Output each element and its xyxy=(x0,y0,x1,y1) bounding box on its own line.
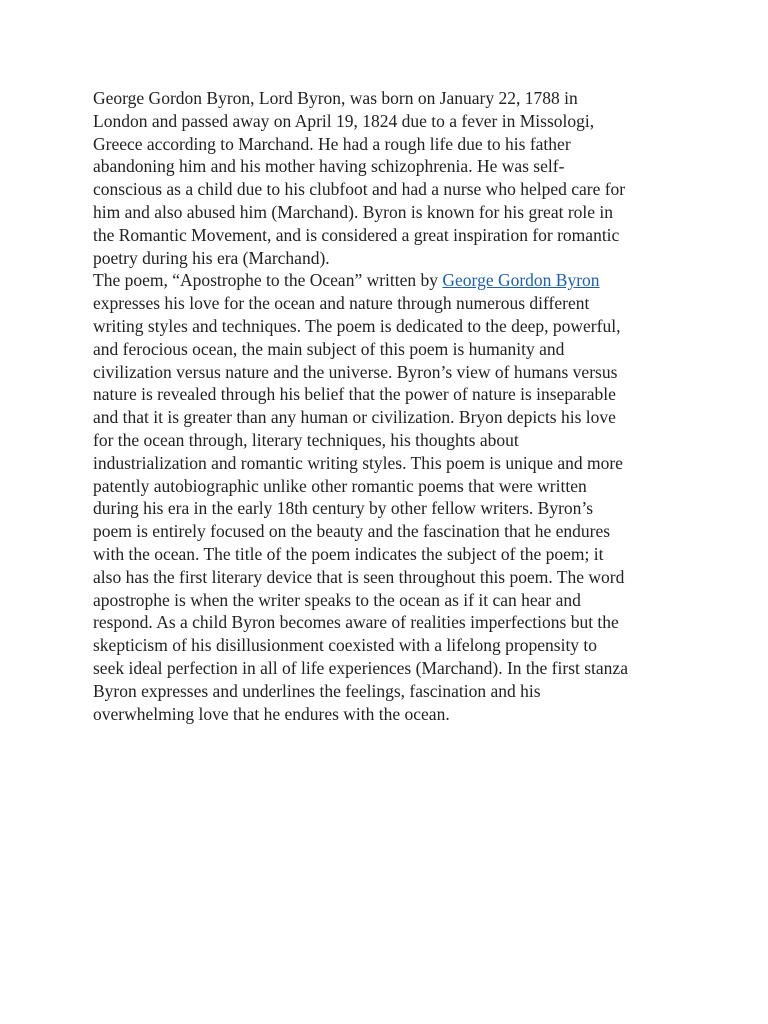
paragraph-2-line: for the ocean through, literary techniques, his thoughts about xyxy=(93,429,519,450)
paragraph-2-line: overwhelming love that he endures with the ocean. xyxy=(93,703,450,724)
paragraph-2-line: industrialization and romantic writing styles. This poem is unique and more xyxy=(93,452,623,473)
document-body xyxy=(93,87,683,725)
paragraph-2-line: apostrophe is when the writer speaks to the ocean as if it can hear and xyxy=(93,589,581,610)
paragraph-2-line: respond. As a child Byron becomes aware of realities imperfections but the xyxy=(93,612,619,633)
paragraph-1-line: London and passed away on April 19, 1824 due to a fever in Missologi, xyxy=(93,110,595,131)
paragraph-2-line: poem is entirely focused on the beauty and the fascination that he endures xyxy=(93,521,611,542)
paragraph-2-line: Byron expresses and underlines the feelings, fascination and his xyxy=(93,680,541,701)
author-link[interactable]: George Gordon Byron xyxy=(442,270,600,291)
paragraph-2-line: and that it is greater than any human or civilization. Bryon depicts his love xyxy=(93,407,616,428)
paragraph-1-line: George Gordon Byron, Lord Byron, was born on January 22, 1788 in xyxy=(93,88,578,108)
paragraph-2-line: writing styles and techniques. The poem is dedicated to the deep, powerful, xyxy=(93,315,621,336)
paragraph-2-line: and ferocious ocean, the main subject of this poem is humanity and xyxy=(93,338,565,359)
paragraph-2-line: civilization versus nature and the universe. Byron’s view of humans versus xyxy=(93,361,618,382)
paragraph-2-first-line xyxy=(93,269,683,292)
paragraph-2-line: nature is revealed through his belief that the power of nature is inseparable xyxy=(93,384,616,405)
paragraph-2-line: expresses his love for the ocean and nature through numerous different xyxy=(93,293,590,314)
paragraph-1-line: the Romantic Movement, and is considered a great inspiration for romantic xyxy=(93,224,620,245)
paragraph-2 xyxy=(93,269,683,725)
paragraph-2-line: with the ocean. The title of the poem indicates the subject of the poem; it xyxy=(93,543,604,564)
paragraph-2-line: seek ideal perfection in all of life experiences (Marchand). In the first stanza xyxy=(93,657,628,678)
paragraph-1-line: him and also abused him (Marchand). Byron is known for his great role in xyxy=(93,201,614,222)
paragraph-2-lead-text: The poem, “Apostrophe to the Ocean” written by xyxy=(93,270,443,291)
paragraph-2-line: skepticism of his disillusionment coexisted with a lifelong propensity to xyxy=(93,635,598,656)
paragraph-2-line: patently autobiographic unlike other romantic poems that were written xyxy=(93,475,587,496)
paragraph-1-line: conscious as a child due to his clubfoot and had a nurse who helped care for xyxy=(93,179,626,200)
paragraph-1 xyxy=(93,87,683,269)
paragraph-1-line: Greece according to Marchand. He had a rough life due to his father xyxy=(93,133,571,154)
paragraph-2-line: also has the first literary device that is seen throughout this poem. The word xyxy=(93,566,625,587)
paragraph-1-line: poetry during his era (Marchand). xyxy=(93,247,330,268)
paragraph-1-line: abandoning him and his mother having schizophrenia. He was self- xyxy=(93,156,565,177)
paragraph-2-line: during his era in the early 18th century by other fellow writers. Byron’s xyxy=(93,498,594,519)
